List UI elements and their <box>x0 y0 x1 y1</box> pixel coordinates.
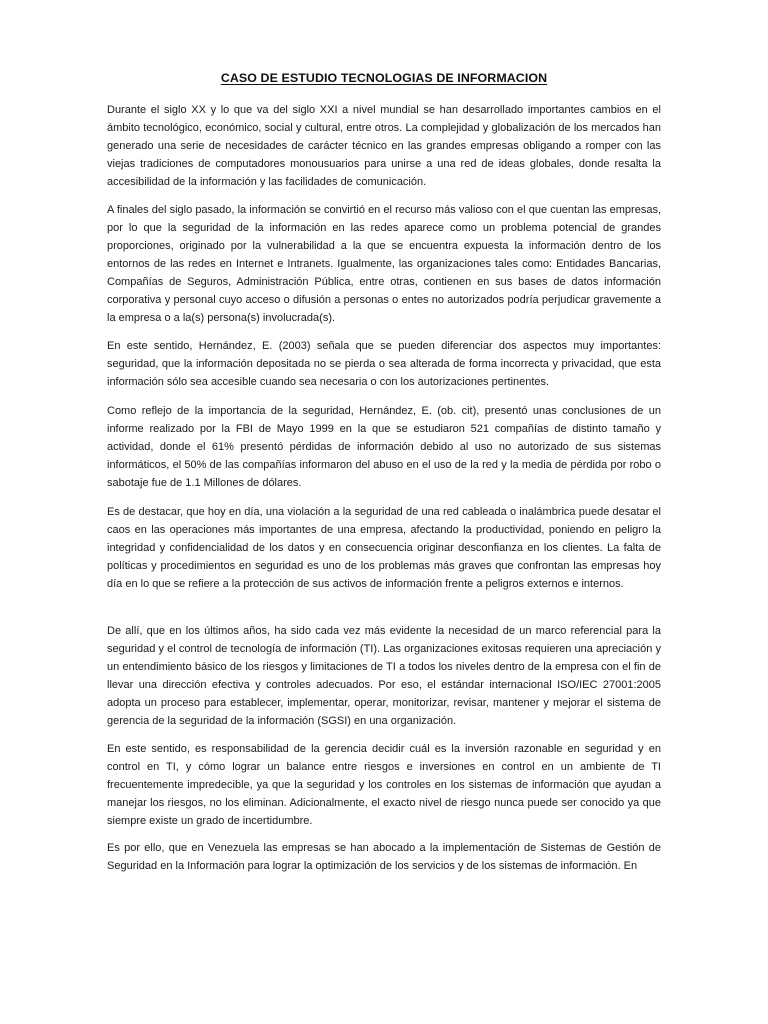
paragraph-fbi-report: Como reflejo de la importancia de la seguridad, Hernández, E. (ob. cit), presentó unas conclusiones de un informe realizado por la FBI de Mayo 1999 en la que se estudiaron 521 compañías de distinto tamaño y actividad, donde el 61% presentó pérdidas de información debido al uso no autorizado de sus sistemas informáticos, el 50% de las compañías informaron del abuso en el uso de la red y la media de pérdida por robo o sabotaje fue de 1.1 Millones de dólares. <box>107 405 661 489</box>
document-title: CASO DE ESTUDIO TECNOLOGIAS DE INFORMACION <box>220 71 548 85</box>
paragraph-security-privacy: En este sentido, Hernández, E. (2003) señala que se pueden diferenciar dos aspectos muy importantes: seguridad, que la información depositada no se pierda o sea alterada de forma incorrecta y privacidad, que esta información sólo sea accesible cuando sea necesaria o con los autorizaciones pertinentes. <box>107 340 661 388</box>
paragraph-management-responsibility: En este sentido, es responsabilidad de la gerencia decidir cuál es la inversión razonable en seguridad y en control en TI, y cómo lograr un balance entre riesgos e inversiones en control en un ambiente de TI frecuentemente impredecible, ya que la seguridad y los controles en los sistemas de información que ayudan a manejar los riesgos, no los eliminan. Adicionalmente, el exacto nivel de riesgo nunca puede ser conocido ya que siempre existe un grado de incertidumbre. <box>107 743 661 827</box>
paragraph-intro: Durante el siglo XX y lo que va del siglo XXI a nivel mundial se han desarrollado importantes cambios en el ámbito tecnológico, económico, social y cultural, entre otros. La complejidad y globalización de los mercados han generado una serie de necesidades de carácter técnico en las grandes empresas obligando a romper con las viejas tradiciones de computadores monousuarios para unirse a una red de ideas globales, donde resalta la accesibilidad de la información y las facilidades de comunicación. <box>107 104 661 188</box>
paragraph-information-value: A finales del siglo pasado, la información se convirtió en el recurso más valioso con el que cuentan las empresas, por lo que la seguridad de la información en las redes aparece como un problema potencial de grandes proporciones, originado por la vulnerabilidad a la que se encuentra expuesta la información dentro de los entornos de las redes en Internet e Intranets. Igualmente, las organizaciones tales como: Entidades Bancarias, Compañías de Seguros, Administración Pública, entre otras, contienen en sus bases de datos información corporativa y personal cuyo acceso o difusión a personas o entes no autorizados podría perjudicar gravemente a la empresa o a la(s) persona(s) involucrada(s). <box>107 204 661 324</box>
paragraph-network-violation: Es de destacar, que hoy en día, una violación a la seguridad de una red cableada o inalámbrica puede desatar el caos en las operaciones más importantes de una empresa, afectando la productividad, poniendo en peligro la integridad y confidencialidad de los datos y en consecuencia originar desconfianza en los clientes. La falta de políticas y procedimientos en seguridad es uno de los problemas más graves que confrontan las empresas hoy día en lo que se refiere a la protección de sus activos de información frente a peligros externos e internos. <box>107 506 661 590</box>
paragraph-iso-framework: De allí, que en los últimos años, ha sido cada vez más evidente la necesidad de un marco referencial para la seguridad y el control de tecnología de información (TI). Las organizaciones exitosas requieren una apreciación y un entendimiento básico de los riesgos y limitaciones de TI a todos los niveles dentro de la empresa con el fin de llevar una dirección efectiva y controles adecuados. Por eso, el estándar internacional ISO/IEC 27001:2005 adopta un proceso para establecer, implementar, operar, monitorizar, revisar, mantener y mejorar el sistema de gerencia de la seguridad de la información (SGSI) en una organización. <box>107 625 661 727</box>
paragraph-venezuela: Es por ello, que en Venezuela las empresas se han abocado a la implementación de Sistemas de Gestión de Seguridad en la Información para lograr la optimización de los servicios y de los sistemas de información. En <box>107 842 661 872</box>
